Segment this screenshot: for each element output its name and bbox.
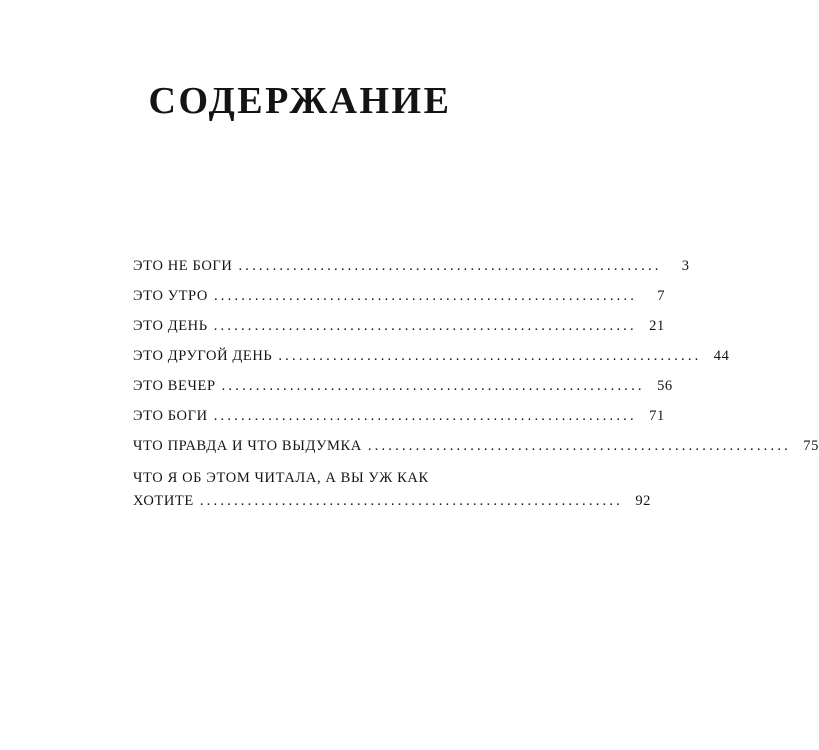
toc-entry-title: ЭТО ДЕНЬ [133, 318, 208, 334]
toc-entry[interactable] [133, 281, 666, 311]
table-of-contents [133, 251, 819, 513]
toc-entry-title: ЭТО НЕ БОГИ [133, 258, 233, 274]
toc-entry-title: ЭТО БОГИ [133, 408, 208, 424]
toc-entry-page: 75 [803, 438, 819, 454]
toc-entry-page: 44 [713, 348, 730, 364]
toc-entry[interactable] [133, 251, 690, 281]
toc-entry-title-line1: ЧТО Я ОБ ЭТОМ ЧИТАЛА, А ВЫ УЖ КАК [133, 470, 429, 486]
dot-leader: .............................................................. [213, 318, 637, 334]
toc-entry-page: 92 [635, 493, 652, 509]
toc-entry-page: 3 [681, 258, 690, 274]
dot-leader: .............................................................. [221, 378, 645, 394]
toc-entry-page: 7 [657, 288, 666, 304]
dot-leader: .............................................................. [278, 348, 702, 364]
page-title: СОДЕРЖАНИЕ [148, 80, 452, 122]
toc-entry[interactable] [133, 431, 819, 461]
toc-entry-title: ЧТО ПРАВДА И ЧТО ВЫДУМКА [133, 438, 362, 454]
toc-entry[interactable] [133, 311, 665, 341]
toc-entry[interactable] [133, 371, 673, 401]
toc-entry-title: ЭТО ДРУГОЙ ДЕНЬ [133, 348, 273, 364]
dot-leader: .............................................................. [199, 493, 624, 509]
dot-leader: .............................................................. [213, 288, 638, 304]
toc-entry[interactable] [133, 467, 652, 513]
toc-entry-title-line2: ХОТИТЕ [133, 493, 194, 509]
toc-entry[interactable] [133, 341, 730, 371]
toc-entry[interactable] [133, 401, 665, 431]
dot-leader: .............................................................. [213, 408, 637, 424]
toc-entry-page: 56 [657, 378, 673, 394]
dot-leader: .............................................................. [238, 258, 662, 274]
toc-entry-page: 71 [649, 408, 665, 424]
toc-entry-page: 21 [649, 318, 665, 334]
toc-entry-last-line [133, 490, 652, 513]
dot-leader: .............................................................. [367, 438, 791, 454]
toc-entry-title: ЭТО ВЕЧЕР [133, 378, 216, 394]
toc-entry-title: ЭТО УТРО [133, 288, 208, 304]
